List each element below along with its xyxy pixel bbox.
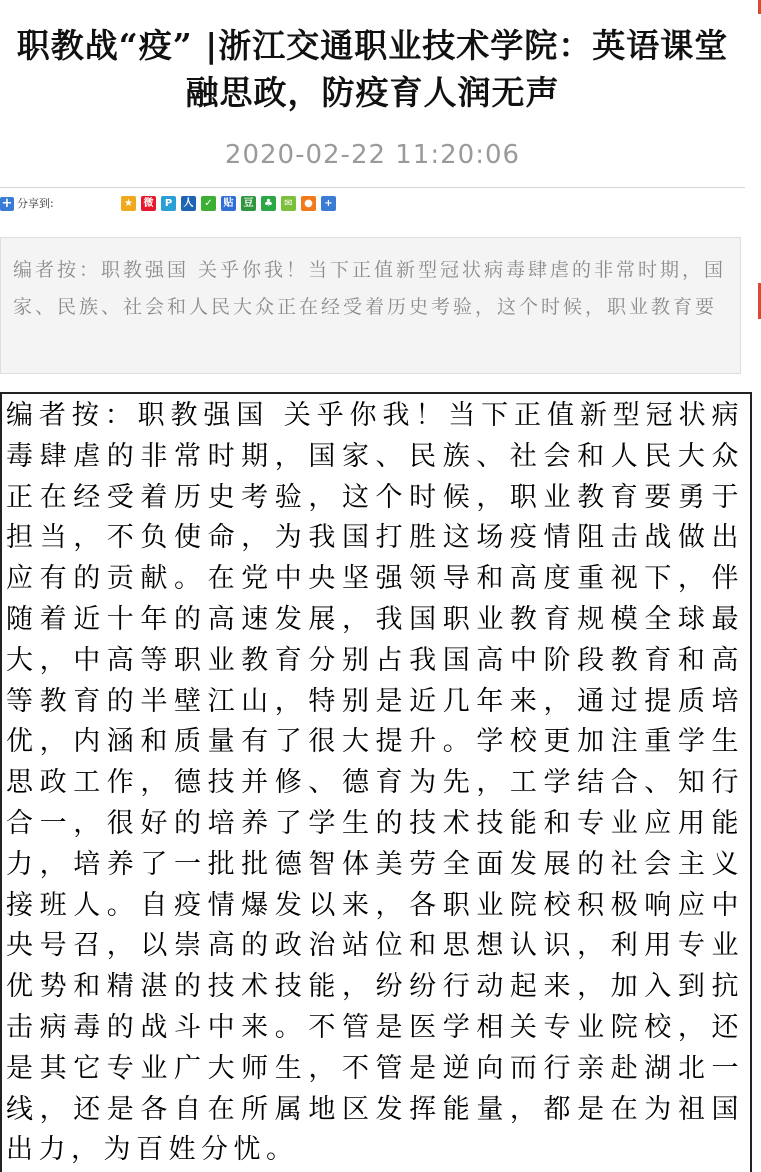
renren-icon[interactable]: 人: [181, 196, 196, 211]
more-share-icon[interactable]: +: [321, 196, 336, 211]
mail-icon[interactable]: ✉: [281, 196, 296, 211]
tencent-weibo-icon[interactable]: P: [161, 196, 176, 211]
editor-note-summary: 编者按：职教强国 关乎你我！当下正值新型冠状病毒肆虐的非常时期，国家、民族、社会和人民大众正在经受着历史考验，这个时候，职业教育要: [0, 237, 741, 374]
share-plus-icon[interactable]: +: [1, 196, 13, 211]
article-title: 职教战“疫” |浙江交通职业技术学院：英语课堂融思政，防疫育人润无声: [16, 26, 729, 112]
douban-icon[interactable]: 豆: [241, 196, 256, 211]
header-divider: [0, 187, 745, 188]
bookmark-icon[interactable]: ●: [301, 196, 316, 211]
kaixin-icon[interactable]: ♣: [261, 196, 276, 211]
share-label: 分享到:: [17, 197, 54, 210]
weibo-icon[interactable]: 微: [141, 196, 156, 211]
wechat-icon[interactable]: ✓: [201, 196, 216, 211]
share-icons: [121, 196, 336, 211]
qzone-icon[interactable]: ★: [121, 196, 136, 211]
share-bar: [0, 194, 745, 216]
article-body: 编者按：职教强国 关乎你我！当下正值新型冠状病毒肆虐的非常时期，国家、民族、社会和人民大众正在经受着历史考验，这个时候，职业教育要勇于担当，不负使命，为我国打胜这场疫情阻击战做出应有的贡献。在党中央坚强领导和高度重视下，伴随着近十年的高速发展，我国职业教育规模全球最大，中高等职业教育分别占我国高中阶段教育和高等教育的半壁江山，特别是近几年来，通过提质培优，内涵和质量有了很大提升。学校更加注重学生思政工作，德技并修、德育为先，工学结合、知行合一，很好的培养了学生的技术技能和专业应用能力，培养了一批批德智体美劳全面发展的社会主义接班人。自疫情爆发以来，各职业院校积极响应中央号召，以崇高的政治站位和思想认识，利用专业优势和精湛的技术技能，纷纷行动起来，加入到抗击病毒的战斗中来。不管是医学相关专业院校，还是其它专业广大师生，不管是逆向而行亲赴湖北一线，还是各自在所属地区发挥能量，都是在为祖国出力，为百姓分忧。: [0, 392, 752, 1172]
tieba-icon[interactable]: 贴: [221, 196, 236, 211]
publish-datetime: 2020-02-22 11:20:06: [224, 140, 521, 170]
